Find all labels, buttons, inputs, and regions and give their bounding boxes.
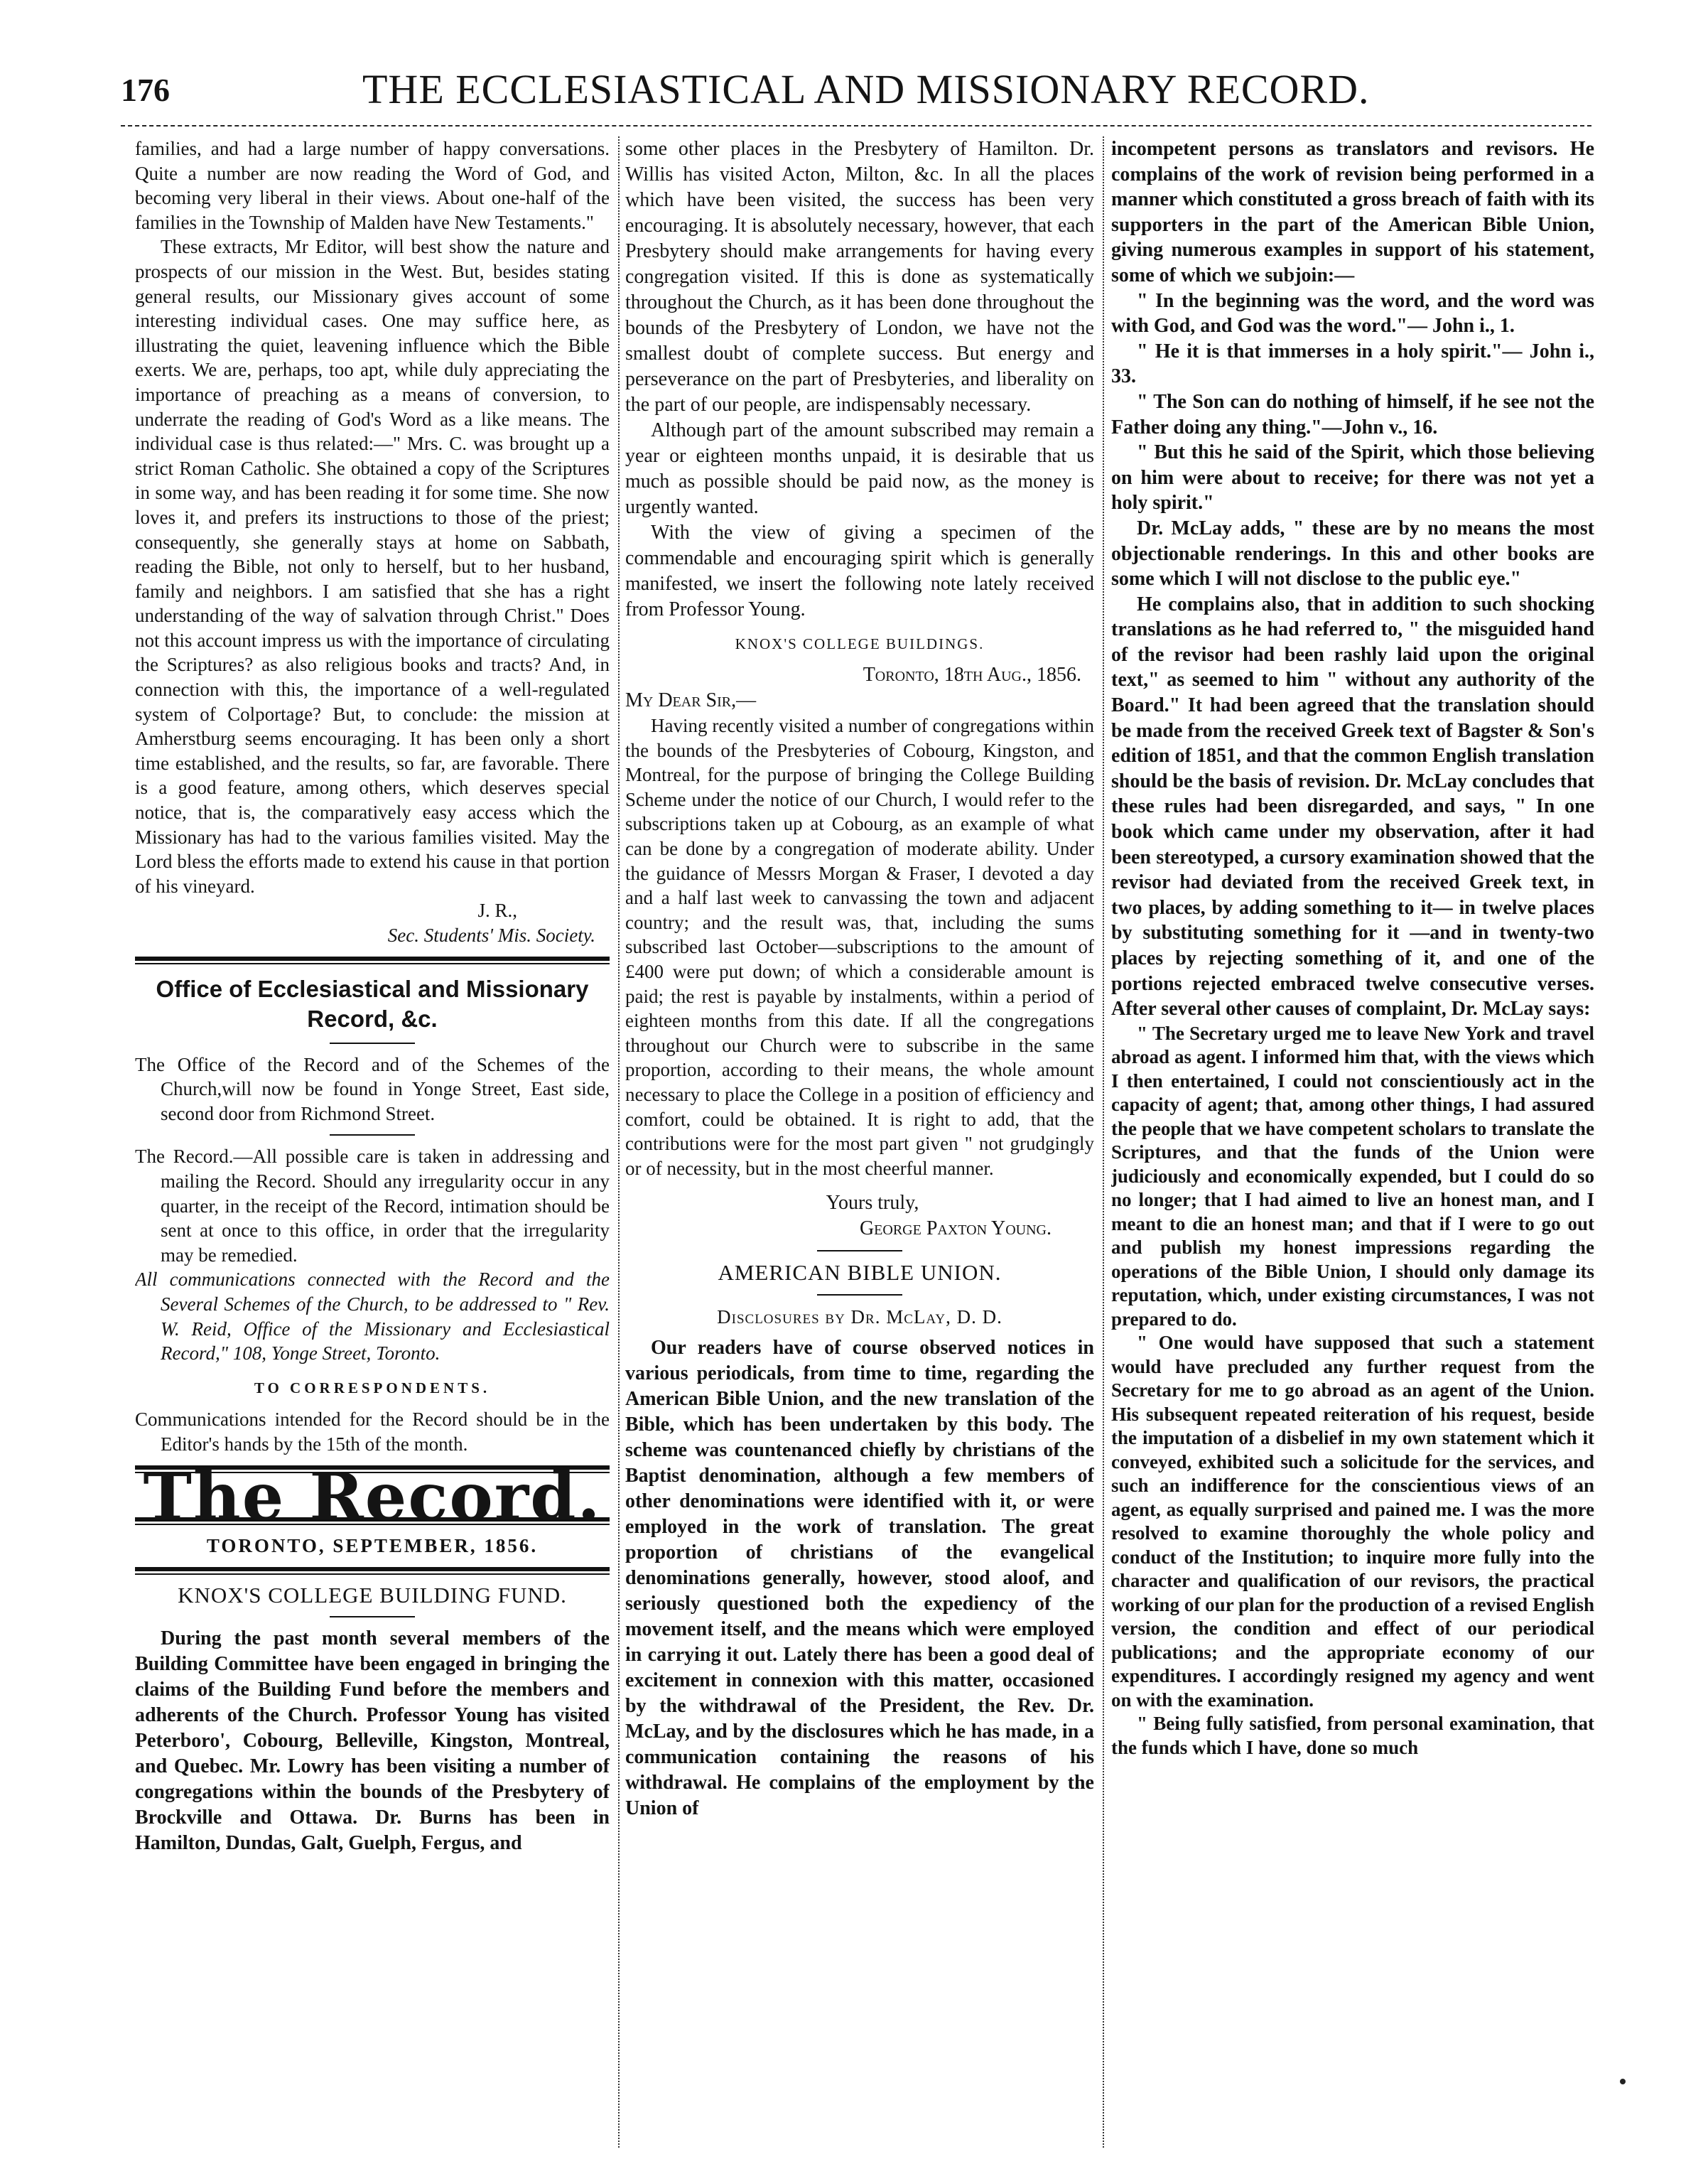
office-paragraph: All communications connected with the Record and the Several Schemes of the Church, to be addressed to " Rev. W. Reid, Office of the Missionary and Ecclesiastical Record," 108, Yonge Street, Toronto. [135, 1269, 610, 1364]
paragraph: Our readers have of course observed notices in various periodicals, from time to time, regarding the American Bible Union, and the new translation of the Bible, which has been undertaken by this body. The scheme was countenanced chiefly by christians of the Baptist denomination, although a few members of other denominations were identified with it, or were employed in the work of translation. The great proportion of christians of the evangelical denominations generally, however, stood aloof, and seriously questioned both the expediency of the movement itself, and the means which were employed in carrying it out. Lately there has been a good deal of excitement in connexion with this matter, occasioned by the withdrawal of the President, the Rev. Dr. McLay, and by the disclosures which he has made, in a communication containing the reasons of his withdrawal. He complains of the employment by the Union of [625, 1337, 1094, 1820]
column-3 [1111, 136, 1594, 2148]
letter-heading: KNOX'S COLLEGE BUILDINGS. [735, 635, 985, 652]
quotation: " But this he said of the Spirit, which those believing on him were about to receive; for there was not yet a holy spirit." [1111, 441, 1594, 515]
paragraph: families, and had a large number of happy conversations. Quite a number are now reading the Word of God, and becoming very liberal in their views. About one-half of the families in the Township of Malden have New Testaments." [135, 138, 610, 233]
signature-title: Sec. Students' Mis. Society. [387, 925, 595, 946]
running-title: THE ECCLESIASTICAL AND MISSIONARY RECORD. [362, 66, 1370, 112]
closing: Yours truly, [826, 1192, 919, 1215]
section-rule [135, 957, 610, 964]
margin-dot [1620, 2079, 1626, 2084]
correspondents-heading: TO CORRESPONDENTS. [254, 1379, 491, 1396]
masthead: The Record. [143, 1458, 602, 1535]
paragraph: Although part of the amount subscribed may remain a year or eighteen months unpaid, it is desirable that us much as possible should be paid now, as the money is urgently wanted. [625, 419, 1094, 518]
quotation: " The Secretary urged me to leave New York and travel abroad as agent. I informed him that, with the views which I then entertained, I could not conscientiously act in the capacity of agent; that, among other things, I had assured the people that we have competent scholars to translate the Scriptures, and that the funds of the Union were judiciously and economically expended, but I could do so no longer; that I had aimed to live an honest man, and I meant to die an honest man; and that if I were to go out and publish my honest impressions regarding the operations of the Bible Union, I should only damage its reputation, which, under existing circumstances, I was not prepared to do. [1111, 1022, 1594, 1330]
paragraph: With the view of giving a specimen of the commendable and encouraging spirit which is generally manifested, we insert the following note lately received from Professor Young. [625, 522, 1094, 620]
signature: George Paxton Young. [859, 1217, 1052, 1240]
column-2 [625, 136, 1094, 2148]
paragraph: He complains also, that in addition to such shocking translations as he had referred to, " the misguided hand of the revisor had been rashly laid upon the original text," as seemed to him " without any authority of the Board." It had been agreed that the translation should be made from the received Greek text of Bagster & Son's edition of 1851, and that the common English translation should be the basis of revision. Dr. McLay concludes that these rules had been disregarded, and says, " In one book which came under my observation, after it had been stereotyped, a cursory examination showed that the revisor had deviated from the received Greek text, in two places, by adding something to it— in twelve places by substituting something for it —and in twenty-two places by rejecting something of it, and one of the portions rejected embraced twelve consecutive verses. After several other causes of complaint, Dr. McLay says: [1111, 593, 1594, 1021]
short-rule [330, 1616, 415, 1617]
letter-body: Having recently visited a number of congregations within the bounds of the Presbyteries of Cobourg, Kingston, and Montreal, for the purpose of bringing the College Building Scheme under the notice of our Church, I would refer to the subscriptions taken up at Cobourg, as an example of what can be done by a congregation of moderate ability. Under the guidance of Messrs Morgan & Fraser, I devoted a day and a half last week to canvassing the town and adjacent country; and the result was, that, including the sums subscribed last October—subscriptions to the amount of £400 were put down; of which a considerable amount is paid; the rest is payable by instalments, within a period of eighteen months from this date. If all the congregations throughout our Church were to subscribe in the same proportion, according to their means, the whole amount necessary to place the College in a position of efficiency and comfort, could be obtained. It is right to add, that the contributions were for the most part given " not grudgingly or of necessity, but in the most cheerful manner. [625, 715, 1094, 1179]
short-rule [817, 1294, 902, 1296]
office-paragraph: The Record.—All possible care is taken in addressing and mailing the Record. Should any irregularity occur in any quarter, in the receipt of the Record, intimation should be sent at once to this office, in order that the irregularity may be remedied. [135, 1146, 610, 1266]
bible-union-subtitle: Disclosures by Dr. McLay, D. D. [717, 1306, 1002, 1328]
quotation: " The Son can do nothing of himself, if he see not the Father doing any thing."—John v., 16. [1111, 390, 1594, 438]
quotation: " Being fully satisfied, from personal examination, that the funds which I have, done so much [1111, 1713, 1594, 1758]
short-rule [330, 1134, 415, 1136]
short-rule [330, 1043, 415, 1044]
paragraph: These extracts, Mr Editor, will best show the nature and prospects of our mission in the West. But, besides stating general results, our Missionary gives account of some interesting individual cases. One may suffice here, as illustrating the quiet, leavening influence which the Bible exerts. We are, perhaps, too apt, while duly appreciating the importance of preaching as a means of conversion, to underrate the reading of God's Word as a like means. The individual case is thus related:—" Mrs. C. was brought up a strict Roman Catholic. She obtained a copy of the Scriptures in some way, and has been reading it for some time. She now loves it, and prefers its instructions to those of the priest; consequently, she generally stays at home on Sabbath, reading the Bible, not only to herself, but to her husband, family and neighbors. I am satisfied that she has a right understanding of the way of salvation through Christ." Does not this account impress us with the importance of circulating the Scriptures? as also religious books and tracts? And, in connection with this, the importance of a well-regulated system of Colportage? But, to conclude: the mission at Amherstburg seems encouraging. It has been only a short time established, and the results, so far, are favorable. There is a good feature, among others, which deserves special notice, that is, the comparatively easy access which the Missionary has had to the various families visited. May the Lord bless the efforts made to extend his cause in that portion of his vineyard. [135, 236, 610, 897]
quotation: " In the beginning was the word, and the word was with God, and God was the word."— John i., 1. [1111, 289, 1594, 338]
paragraph: Dr. McLay adds, " these are by no means the most objectionable renderings. In this and other books are some which I will not disclose to the public eye." [1111, 517, 1594, 591]
paragraph: some other places in the Presbytery of Hamilton. Dr. Willis has visited Acton, Milton, &c. In all the places which have been visited, the success has been very encouraging. It is absolutely necessary, however, that each Presbytery should make arrangements for having every congregation visited. If this is done as systematically throughout the Church, as it has been done throughout the bounds of the Presbytery of London, we have not the smallest doubt of complete success. But energy and perseverance on the part of Presbyteries, and liberality on the part of our people, are indispensably necessary. [625, 138, 1094, 416]
column-divider [1103, 136, 1104, 2148]
short-rule [817, 1250, 902, 1251]
letter-date: Toronto, 18th Aug., 1856. [863, 664, 1081, 686]
header-rule [121, 125, 1591, 126]
fund-title: KNOX'S COLLEGE BUILDING FUND. [178, 1582, 567, 1608]
quotation: " He it is that immerses in a holy spirit."— John i., 33. [1111, 340, 1594, 388]
quotation: " One would have supposed that such a statement would have precluded any further request from the Secretary for me to go abroad as an agent of the Union. His subsequent repeated reiteration of his request, beside the imputation of a disbelief in my own statement which it conveyed, exhibited such a solicitude for the services, and such an indifference for the conscientious views of an agent, as equally surprised and pained me. I was the more resolved to examine thoroughly the whole policy and conduct of the Institution; to inquire more fully into the character and qualification of our revisors, the practical working of our plan for the production of a revised English version, the condition and effect of our periodical publications; and the appropriate economy of our expenditures. I accordingly resigned my agency and went on with the examination. [1111, 1332, 1594, 1711]
signature-initials: J. R., [477, 900, 517, 922]
section-rule [135, 1567, 610, 1575]
column-1 [135, 136, 610, 2148]
column-divider [618, 136, 620, 2148]
page-header [121, 65, 1591, 129]
office-heading: Office of Ecclesiastical and Missionary Record, &c. [156, 975, 589, 1032]
salutation: My Dear Sir,— [625, 689, 757, 711]
page-number: 176 [121, 72, 170, 108]
paragraph: During the past month several members of the Building Committee have been engaged in bringing the claims of the Building Fund before the members and adherents of the Church. Professor Young has visited Peterboro', Cobourg, Belleville, Kingston, Montreal, and Quebec. Mr. Lowry has been visiting a number of congregations within the bounds of the Presbytery of Brockville and Ottawa. Dr. Burns has been in Hamilton, Dundas, Galt, Guelph, Fergus, and [135, 1627, 610, 1855]
office-paragraph: The Office of the Record and of the Schemes of the Church,will now be found in Yonge Street, East side, second door from Richmond Street. [135, 1053, 610, 1124]
paragraph: incompetent persons as translators and revisors. He complains of the work of revision being performed in a manner which constituted a gross breach of faith with its supporters in the part of the American Bible Union, giving numerous examples in support of his statement, some of which we subjoin:— [1111, 138, 1594, 286]
bible-union-title: AMERICAN BIBLE UNION. [718, 1260, 1002, 1286]
dateline: TORONTO, SEPTEMBER, 1856. [206, 1535, 539, 1557]
correspondents-paragraph: Communications intended for the Record should be in the Editor's hands by the 15th of the month. [135, 1409, 610, 1455]
